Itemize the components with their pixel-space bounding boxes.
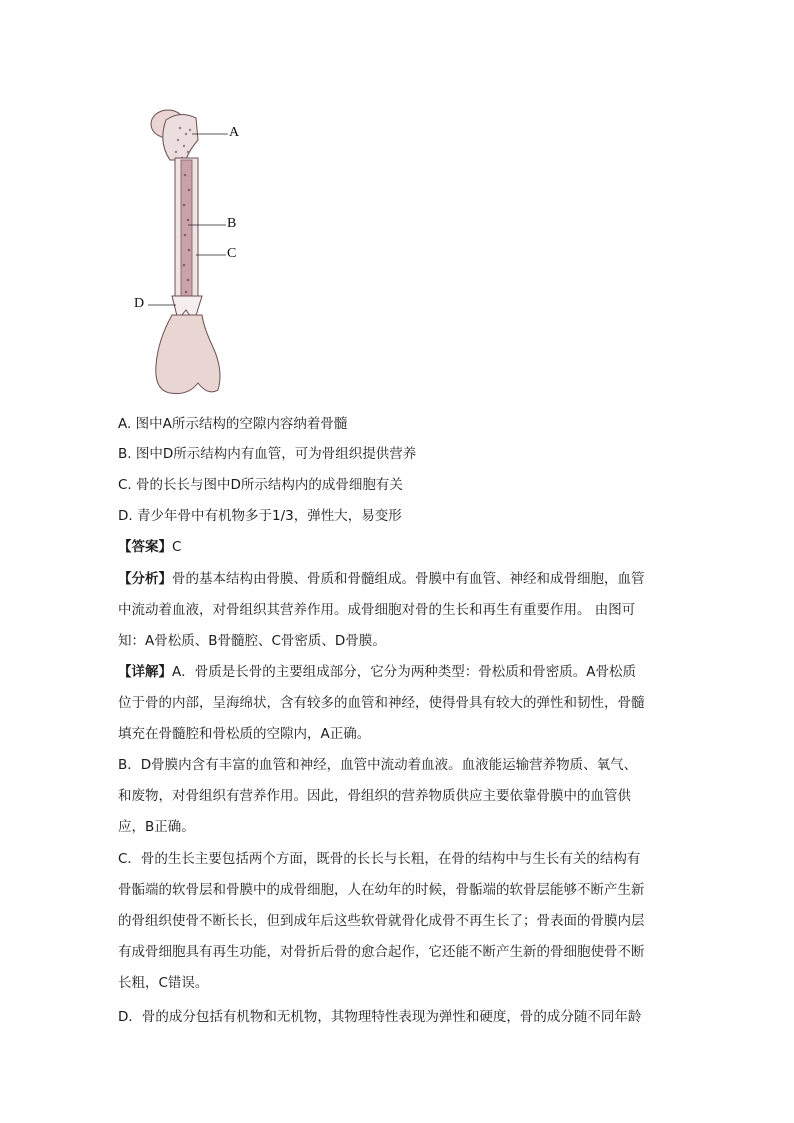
option-d: D. 青少年骨中有机物多于1/3，弹性大，易变形: [118, 508, 402, 524]
option-a: A. 图中A所示结构的空隙内容纳着骨髓: [118, 416, 348, 432]
label-d: D: [134, 296, 145, 311]
detail-line-11: 长粗，C错误。: [118, 975, 209, 991]
analysis-line-1: [118, 569, 678, 589]
detail-line-1: [118, 662, 678, 682]
detail-line-5: 和废物，对骨组织有营养作用。因此，骨组织的营养物质供应主要依靠骨膜中的血管供: [118, 788, 631, 804]
answer-tag: 【答案】: [118, 539, 172, 555]
answer-line: [118, 537, 678, 557]
label-a: A: [229, 125, 240, 140]
analysis-line-3: 知：A骨松质、B骨髓腔、C骨密质、D骨膜。: [118, 633, 386, 649]
detail-text-1: A．骨质是长骨的主要组成部分，它分为两种类型：骨松质和骨密质。A骨松质: [172, 664, 636, 680]
analysis-line-2: 中流动着血液，对骨组织其营养作用。成骨细胞对骨的生长和再生有重要作用。 由图可: [118, 602, 636, 618]
detail-line-8: 骨骺端的软骨层和骨膜中的成骨细胞，人在幼年的时候，骨骺端的软骨层能够不断产生新: [118, 882, 645, 898]
option-c: C. 骨的长长与图中D所示结构内的成骨细胞有关: [118, 477, 403, 493]
detail-line-2: 位于骨的内部，呈海绵状，含有较多的血管和神经，使得骨具有较大的弹性和韧性，骨髓: [118, 695, 645, 711]
detail-line-10: 有成骨细胞具有再生功能，对骨折后骨的愈合起作，它还能不断产生新的骨细胞使骨不断: [118, 944, 645, 960]
analysis-text-1: 骨的基本结构由骨膜、骨质和骨髓组成。骨膜中有血管、神经和成骨细胞，血管: [172, 571, 645, 587]
long-bone-illustration: [128, 100, 278, 400]
label-c: C: [227, 246, 237, 261]
detail-line-4: B．D骨膜内含有丰富的血管和神经，血管中流动着血液。血液能运输营养物质、氧气、: [118, 757, 638, 773]
detail-line-7: C．骨的生长主要包括两个方面，既骨的长长与长粗，在骨的结构中与生长有关的结构有: [118, 851, 641, 867]
detail-tag: 【详解】: [118, 664, 172, 680]
analysis-tag: 【分析】: [118, 571, 172, 587]
answer-text: C: [172, 539, 182, 555]
detail-line-12: D．骨的成分包括有机物和无机物，其物理特性表现为弹性和硬度，骨的成分随不同年龄: [118, 1009, 642, 1025]
label-b: B: [227, 216, 237, 231]
option-b: B. 图中D所示结构内有血管，可为骨组织提供营养: [118, 446, 417, 462]
detail-line-9: 的骨组织使骨不断长长，但到成年后这些软骨就骨化成骨不再生长了；骨表面的骨膜内层: [118, 913, 645, 929]
detail-line-3: 填充在骨髓腔和骨松质的空隙内，A正确。: [118, 726, 371, 742]
bone-diagram: [128, 100, 278, 400]
detail-line-6: 应，B正确。: [118, 819, 195, 835]
